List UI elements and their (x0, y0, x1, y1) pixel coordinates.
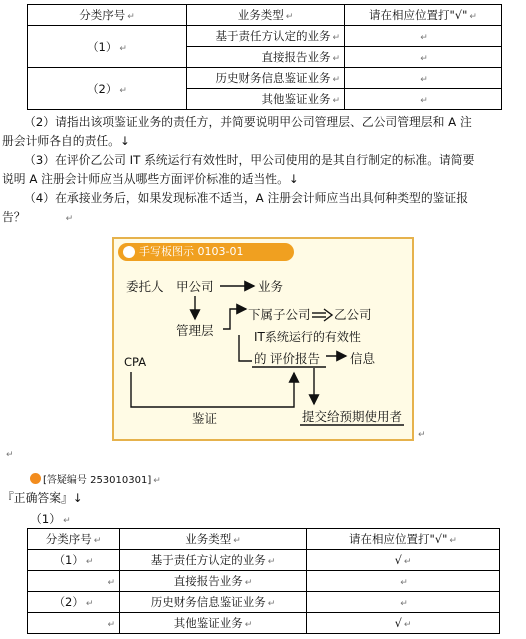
answer-table (27, 528, 500, 634)
table-row (28, 571, 500, 592)
mark-cell: ↵ (345, 68, 502, 89)
group-label: ↵ (28, 613, 120, 634)
group-label: （1） ↵ (28, 26, 187, 68)
type-cell: 基于责任方认定的业务 ↵ (120, 550, 307, 571)
answer-title: 『正确答案』↓ (2, 491, 83, 505)
table-row (28, 26, 502, 47)
paragraph-mark: ↵ (418, 430, 426, 440)
type-cell: 基于责任方认定的业务 ↵ (187, 26, 345, 47)
label-weituoren: 委托人 (126, 279, 164, 294)
header-cell: 分类序号 ↵ (28, 529, 120, 550)
label-it: IT系统运行的有效性 (254, 330, 361, 344)
table-row (28, 613, 500, 634)
arrow-guanliceng-xiashu (223, 309, 246, 329)
answer-sub: （1） ↵ (30, 512, 71, 526)
arrow-guanliceng-report (239, 335, 252, 361)
question-3-line-1: （3）在评价乙公司 IT 系统运行有效性时，甲公司使用的是其自行制定的标准。请简要 (24, 153, 475, 167)
mark-cell: ↵ (345, 26, 502, 47)
header-cell: 分类序号 ↵ (28, 5, 187, 26)
classification-table (27, 4, 502, 110)
group-label: ↵ (28, 571, 120, 592)
answer-code: [答疑编号 253010301] ↵ (30, 471, 161, 486)
question-4-line-2: 告？ ↵ (2, 210, 74, 224)
board-title: 手写板图示 0103-01 (139, 245, 244, 258)
label-jianzheng: 鉴证 (192, 411, 218, 426)
question-2-line-2: 册会计师各自的责任。↓ (2, 134, 130, 148)
header-cell: 业务类型 ↵ (120, 529, 307, 550)
double-arrow-head (324, 309, 332, 321)
group-label: （2） ↵ (28, 68, 187, 110)
question-3-line-2: 说明 A 注册会计师应当从哪些方面评价标准的适当性。↓ (2, 172, 299, 186)
label-xiashu: 下属子公司 (248, 307, 311, 322)
type-cell: 其他鉴证业务 ↵ (120, 613, 307, 634)
handwriting-board (112, 237, 414, 441)
table-header-row (28, 5, 502, 26)
header-cell: 请在相应位置打"√" ↵ (345, 5, 502, 26)
mark-cell: ↵ (307, 571, 500, 592)
group-label: （2） ↵ (28, 592, 120, 613)
label-guanliceng: 管理层 (176, 323, 214, 338)
table-row (28, 550, 500, 571)
mark-cell: √ ↵ (307, 613, 500, 634)
table-row (28, 592, 500, 613)
label-cpa: CPA (124, 355, 147, 369)
label-de: 的 (254, 351, 267, 366)
label-pingjia: 评价报告 (270, 351, 321, 366)
mark-cell: ↵ (345, 89, 502, 110)
type-cell: 直接报告业务 ↵ (187, 47, 345, 68)
table-row (28, 68, 502, 89)
mark-cell: ↵ (345, 47, 502, 68)
mark-cell: ↵ (307, 592, 500, 613)
question-2-line-1: （2）请指出该项鉴证业务的责任方，并简要说明甲公司管理层、乙公司管理层和 A 注 (24, 115, 472, 129)
type-cell: 历史财务信息鉴证业务 ↵ (187, 68, 345, 89)
paragraph-mark: ↵ (6, 450, 14, 460)
type-cell: 其他鉴证业务 ↵ (187, 89, 345, 110)
label-tijiao: 提交给预期使用者 (302, 409, 403, 424)
arrow-cpa-jianzheng (131, 372, 294, 407)
label-yewu: 业务 (258, 279, 284, 294)
table-header-row (28, 529, 500, 550)
label-xinxi: 信息 (350, 351, 376, 366)
type-cell: 直接报告业务 ↵ (120, 571, 307, 592)
label-jia: 甲公司 (176, 279, 214, 294)
type-cell: 历史财务信息鉴证业务 ↵ (120, 592, 307, 613)
label-yi: 乙公司 (334, 307, 372, 322)
header-cell: 业务类型 ↵ (187, 5, 345, 26)
question-4-line-1: （4）在承接业务后，如果发现标准不适当，A 注册会计师应当出具何种类型的鉴证报 (24, 191, 469, 205)
mark-cell: √ ↵ (307, 550, 500, 571)
question-mark-icon (30, 473, 41, 484)
header-cell: 请在相应位置打"√" ↵ (307, 529, 500, 550)
group-label: （1） ↵ (28, 550, 120, 571)
